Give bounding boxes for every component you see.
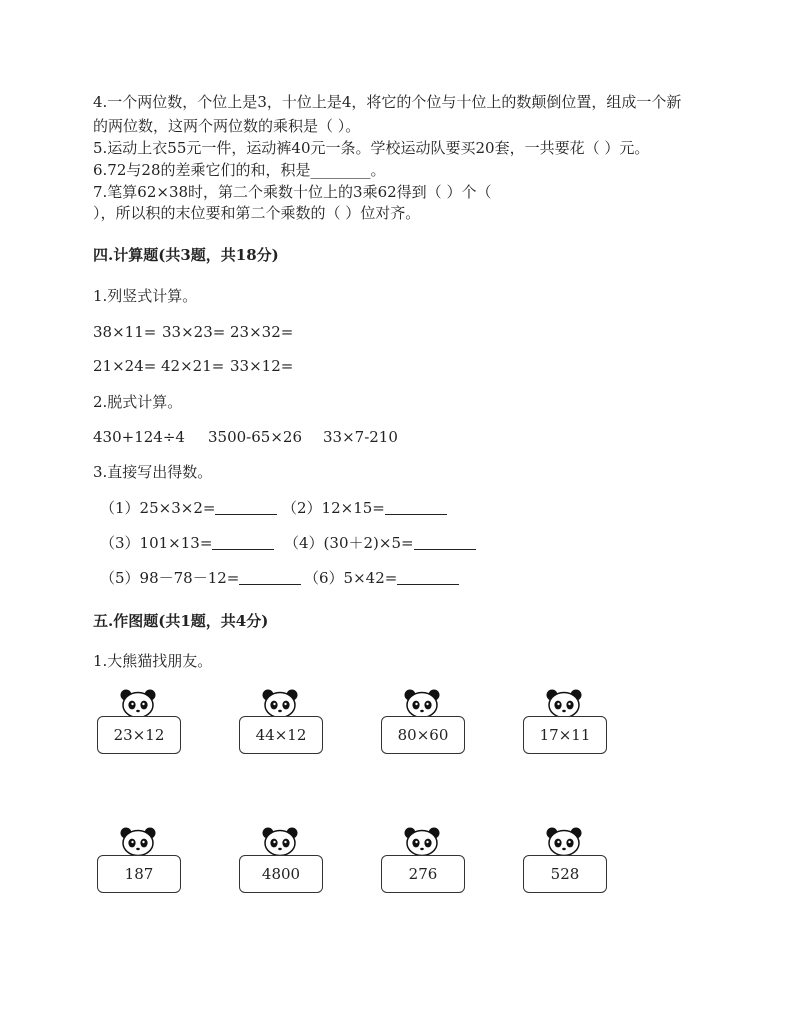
calc-q3-expr: 101×13= [139, 534, 213, 552]
question-4-line-2: 的两位数，这两个两位数的乘积是（ ）。 [93, 117, 361, 135]
panda-icon [262, 688, 298, 718]
calc-q3-num: （6） [304, 569, 344, 587]
top-card[interactable] [239, 716, 323, 754]
calc-q3-item [304, 568, 459, 588]
calc-q1-title: 1.列竖式计算。 [93, 287, 198, 305]
calc-q3-num: （2） [282, 499, 322, 517]
card-label: 23×12 [113, 726, 165, 744]
calc-q3-item [282, 498, 447, 518]
calc-q1-item: 33×23= [162, 323, 226, 341]
question-7-line-2: ），所以积的末位要和第二个乘数的（ ）位对齐。 [93, 204, 421, 222]
section-4-title: 四.计算题(共3题，共18分) [93, 246, 279, 264]
calc-q3-expr: 25×3×2= [139, 499, 216, 517]
question-7-line-1: 7.笔算62×38时，第二个乘数十位上的3乘62得到（ ）个（ [93, 183, 492, 201]
calc-q1-item: 21×24= [93, 357, 157, 375]
calc-q2-item: 3500-65×26 [208, 428, 302, 446]
section-5-title: 五.作图题(共1题，共4分) [93, 612, 269, 630]
calc-q3-item [100, 533, 274, 553]
panda-icon [546, 688, 582, 718]
question-4-line-1: 4.一个两位数，个位上是3，十位上是4，将它的个位与十位上的数颠倒位置，组成一个新 [93, 93, 682, 111]
calc-q3-title: 3.直接写出得数。 [93, 463, 213, 481]
top-card[interactable] [381, 716, 465, 754]
card-label: 276 [408, 865, 438, 883]
panda-icon [120, 826, 156, 856]
bottom-card[interactable] [97, 855, 181, 893]
calc-q3-num: （5） [100, 569, 140, 587]
calc-q3-expr: 12×15= [321, 499, 385, 517]
calc-q2-item: 33×7-210 [323, 428, 398, 446]
question-5: 5.运动上衣55元一件，运动裤40元一条。学校运动队要买20套，一共要花（ ）元。 [93, 139, 650, 157]
bottom-card[interactable] [381, 855, 465, 893]
calc-q2-title: 2.脱式计算。 [93, 393, 183, 411]
answer-blank[interactable] [385, 500, 447, 515]
top-card[interactable] [97, 716, 181, 754]
calc-q1-item: 33×12= [230, 357, 294, 375]
panda-icon [404, 826, 440, 856]
answer-blank[interactable] [215, 500, 277, 515]
panda-icon [546, 826, 582, 856]
calc-q1-item: 42×21= [161, 357, 225, 375]
panda-icon [262, 826, 298, 856]
panda-icon [404, 688, 440, 718]
calc-q3-num: （1） [100, 499, 140, 517]
calc-q3-expr: (30＋2)×5= [323, 534, 414, 552]
answer-blank[interactable] [397, 570, 459, 585]
card-label: 80×60 [397, 726, 449, 744]
calc-q1-item: 23×32= [230, 323, 294, 341]
calc-q1-item: 38×11= [93, 323, 157, 341]
drawing-q1-title: 1.大熊猫找朋友。 [93, 652, 213, 670]
calc-q3-item [284, 533, 476, 553]
card-label: 528 [550, 865, 580, 883]
card-label: 17×11 [539, 726, 591, 744]
calc-q3-expr: 98－78－12= [139, 569, 240, 587]
bottom-card[interactable] [523, 855, 607, 893]
calc-q2-item: 430+124÷4 [93, 428, 185, 446]
calc-q3-item [100, 498, 277, 518]
calc-q3-num: （4） [284, 534, 324, 552]
calc-q3-item [100, 568, 301, 588]
calc-q3-expr: 5×42= [343, 569, 398, 587]
answer-blank[interactable] [239, 570, 301, 585]
card-label: 187 [124, 865, 154, 883]
question-6: 6.72与28的差乘它们的和，积是________。 [93, 161, 386, 179]
card-label: 4800 [261, 865, 301, 883]
bottom-card[interactable] [239, 855, 323, 893]
answer-blank[interactable] [212, 535, 274, 550]
card-label: 44×12 [255, 726, 307, 744]
answer-blank[interactable] [414, 535, 476, 550]
panda-icon [120, 688, 156, 718]
calc-q3-num: （3） [100, 534, 140, 552]
top-card[interactable] [523, 716, 607, 754]
